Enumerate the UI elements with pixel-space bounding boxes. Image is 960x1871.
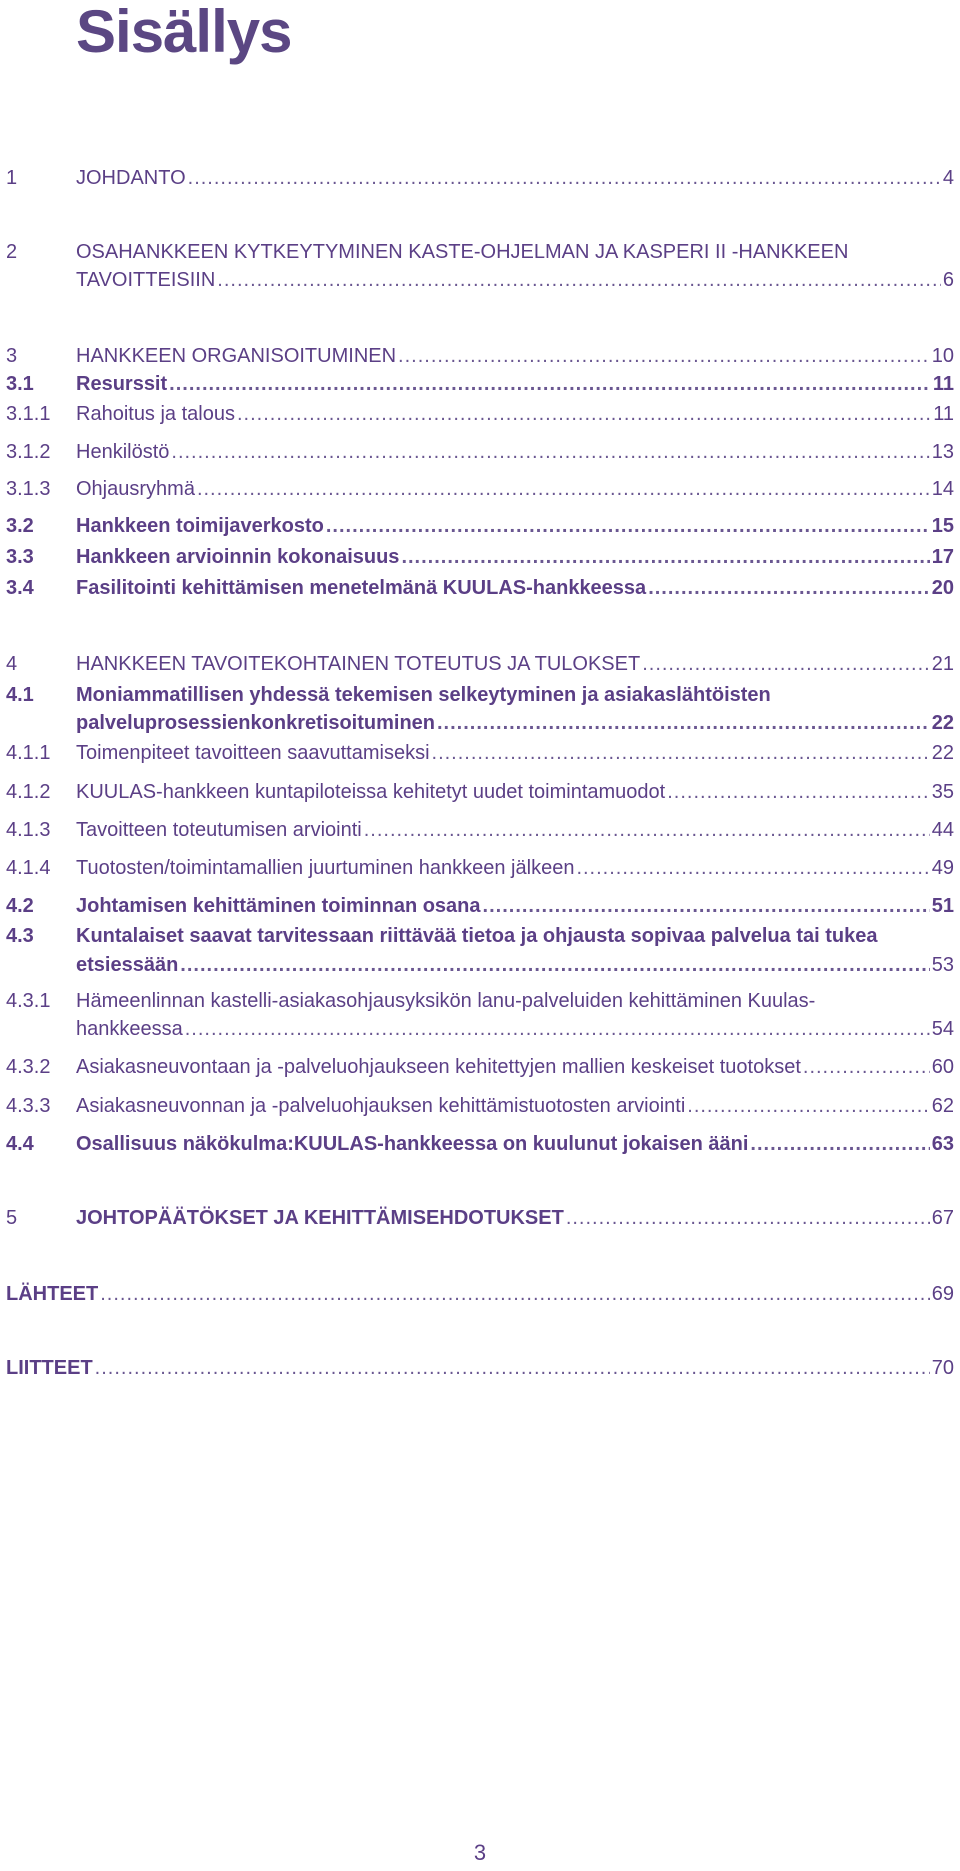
toc-page: 49 [931, 857, 954, 879]
toc-label: Osallisuus näkökulma:KUULAS-hankkeessa on kuulunut jokaisen ääni [76, 1133, 749, 1155]
toc-number: 3 [6, 345, 18, 367]
toc-number: 3.3 [6, 546, 34, 568]
toc-page: 11 [933, 403, 954, 425]
toc-leader [648, 576, 930, 600]
toc-leader [432, 741, 930, 765]
toc-page: 13 [931, 441, 954, 463]
toc-entry-3[interactable] [6, 344, 954, 368]
toc-page: 35 [931, 781, 954, 803]
toc-label: Hankkeen arvioinnin kokonaisuus [76, 546, 400, 568]
toc-entry-lahteet[interactable] [6, 1282, 954, 1306]
toc-leader [95, 1356, 930, 1380]
toc-entry-3-1-1[interactable] [6, 402, 954, 426]
toc-number: 4.1.1 [6, 742, 51, 764]
toc-page: 20 [931, 577, 954, 599]
toc-entry-4-2[interactable] [6, 894, 954, 918]
toc-label: KUULAS-hankkeen kuntapiloteissa kehitetyt uudet toimintamuodot [76, 781, 666, 803]
toc-leader [576, 856, 929, 880]
toc-page: 44 [931, 819, 954, 841]
toc-number: 4.3.1 [6, 990, 51, 1012]
toc-leader [667, 780, 930, 804]
toc-leader [217, 268, 941, 292]
toc-page: 14 [931, 478, 954, 500]
toc-page: 70 [931, 1357, 954, 1379]
toc-entry-4-1-2[interactable] [6, 780, 954, 804]
toc-entry-liitteet[interactable] [6, 1356, 954, 1380]
toc-label: Tuotosten/toimintamallien juurtuminen hankkeen jälkeen [76, 857, 575, 879]
toc-number: 2 [6, 241, 18, 263]
toc-number: 3.2 [6, 515, 34, 537]
toc-entry-5[interactable] [6, 1206, 954, 1230]
toc-leader [437, 711, 930, 735]
toc-page: 21 [931, 653, 954, 675]
toc-entry-4-3-first-line[interactable]: Kuntalaiset saavat tarvitessaan riittävää tietoa ja ohjausta sopivaa palvelua tai tukea [76, 925, 878, 947]
toc-number: 4.3.2 [6, 1056, 51, 1078]
toc-number: 4.2 [6, 895, 34, 917]
toc-page: 69 [931, 1283, 954, 1305]
toc-entry-4-1-3[interactable] [6, 818, 954, 842]
toc-page: 4 [942, 167, 954, 189]
toc-number: 4.1 [6, 684, 34, 706]
toc-label: Johtamisen kehittäminen toiminnan osana [76, 895, 481, 917]
toc-label: Ohjausryhmä [76, 478, 195, 500]
toc-page: 17 [931, 546, 954, 568]
toc-entry-4-1-1[interactable] [6, 741, 954, 765]
toc-entry-4-1-first-line[interactable]: Moniammatillisen yhdessä tekemisen selkeytyminen ja asiakaslähtöisten [76, 684, 771, 706]
toc-label: LIITTEET [6, 1357, 93, 1379]
toc-label: palveluprosessienkonkretisoituminen [76, 712, 435, 734]
toc-number: 4.3.3 [6, 1095, 51, 1117]
toc-page: 62 [931, 1095, 954, 1117]
toc-entry-4-3-2[interactable] [6, 1055, 954, 1079]
toc-page: 22 [931, 742, 954, 764]
toc-entry-3-1[interactable] [6, 372, 954, 396]
toc-label: HANKKEEN ORGANISOITUMINEN [76, 345, 397, 367]
toc-entry-4[interactable] [6, 652, 954, 676]
toc-number: 4.1.3 [6, 819, 51, 841]
toc-leader [188, 166, 941, 190]
toc-entry-3-3[interactable] [6, 545, 954, 569]
toc-leader [169, 372, 931, 396]
toc-entry-4-4[interactable] [6, 1132, 954, 1156]
toc-number: 4.1.4 [6, 857, 51, 879]
toc-leader [398, 344, 930, 368]
toc-page: 63 [931, 1133, 954, 1155]
toc-entry-3-1-3[interactable] [6, 477, 954, 501]
toc-page: 10 [931, 345, 954, 367]
toc-leader [237, 402, 931, 426]
toc-number: 4.3 [6, 925, 34, 947]
toc-entry-1[interactable] [6, 166, 954, 190]
toc-page: 51 [931, 895, 954, 917]
toc-leader [100, 1282, 930, 1306]
toc-label: Asiakasneuvonnan ja -palveluohjauksen kehittämistuotosten arviointi [76, 1095, 686, 1117]
toc-number: 5 [6, 1207, 18, 1229]
toc-number: 3.4 [6, 577, 34, 599]
toc-number: 4.4 [6, 1133, 34, 1155]
toc-leader [566, 1206, 930, 1230]
toc-leader [642, 652, 930, 676]
toc-leader [197, 477, 930, 501]
toc-label: HANKKEEN TAVOITEKOHTAINEN TOTEUTUS JA TULOKSET [76, 653, 641, 675]
toc-page: 11 [932, 373, 954, 395]
toc-number: 3.1 [6, 373, 34, 395]
toc-leader [326, 514, 930, 538]
toc-entry-4-1-4[interactable] [6, 856, 954, 880]
toc-page: 60 [931, 1056, 954, 1078]
toc-leader [185, 1017, 930, 1041]
toc-entry-4-3-3[interactable] [6, 1094, 954, 1118]
toc-leader [750, 1132, 929, 1156]
toc-label: Henkilöstö [76, 441, 170, 463]
toc-page: 54 [931, 1018, 954, 1040]
page-number: 3 [473, 1840, 487, 1865]
toc-label: Asiakasneuvontaan ja -palveluohjaukseen kehitettyjen mallien keskeiset tuotokset [76, 1056, 801, 1078]
toc-page: 67 [931, 1207, 954, 1229]
toc-leader [803, 1055, 930, 1079]
toc-number: 4.1.2 [6, 781, 51, 803]
toc-number: 4 [6, 653, 18, 675]
toc-leader [483, 894, 930, 918]
toc-entry-3-2[interactable] [6, 514, 954, 538]
toc-label: TAVOITTEISIIN [76, 269, 216, 291]
toc-label: Rahoitus ja talous [76, 403, 235, 425]
toc-leader [180, 953, 929, 977]
toc-entry-4-3-1-first-line[interactable]: Hämeenlinnan kastelli-asiakasohjausyksikön lanu-palveluiden kehittäminen Kuulas- [76, 990, 816, 1012]
toc-label: etsiessään [76, 954, 179, 976]
toc-entry-3-4[interactable] [6, 576, 954, 600]
toc-label: Hankkeen toimijaverkosto [76, 515, 324, 537]
toc-label: Tavoitteen toteutumisen arviointi [76, 819, 362, 841]
toc-label: hankkeessa [76, 1018, 183, 1040]
toc-label: LÄHTEET [6, 1283, 99, 1305]
toc-page: 15 [931, 515, 954, 537]
toc-leader [364, 818, 930, 842]
toc-entry-2-first-line[interactable]: OSAHANKKEEN KYTKEYTYMINEN KASTE-OHJELMAN JA KASPERI II -HANKKEEN [76, 241, 849, 263]
toc-label: JOHTOPÄÄTÖKSET JA KEHITTÄMISEHDOTUKSET [76, 1207, 564, 1229]
page-title: Sisällys [76, 0, 292, 65]
toc-page: 22 [931, 712, 954, 734]
toc-page: 53 [931, 954, 954, 976]
toc-number: 3.1.3 [6, 478, 51, 500]
toc-number: 3.1.1 [6, 403, 51, 425]
toc-leader [171, 440, 929, 464]
toc-number: 1 [6, 167, 18, 189]
toc-entry-3-1-2[interactable] [6, 440, 954, 464]
toc-label: JOHDANTO [76, 167, 186, 189]
toc-page: 6 [942, 269, 954, 291]
toc-label: Toimenpiteet tavoitteen saavuttamiseksi [76, 742, 430, 764]
toc-leader [687, 1094, 929, 1118]
toc-leader [401, 545, 929, 569]
toc-label: Resurssit [76, 373, 168, 395]
toc-number: 3.1.2 [6, 441, 51, 463]
toc-label: Fasilitointi kehittämisen menetelmänä KUULAS-hankkeessa [76, 577, 647, 599]
